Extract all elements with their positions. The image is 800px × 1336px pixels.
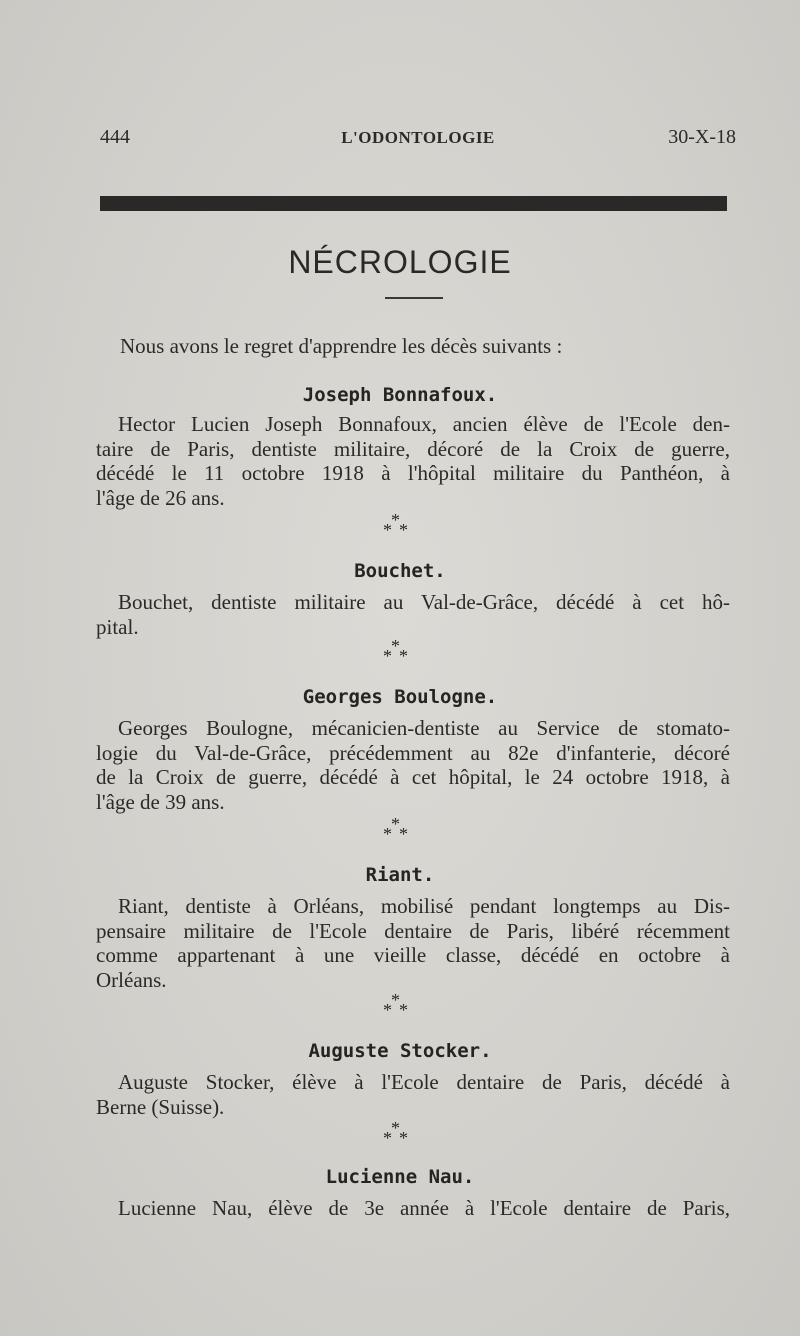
- text-line: Georges Boulogne, mécanicien-dentiste au Service de stomato-: [118, 716, 730, 740]
- entry-text-bonnafoux: [96, 412, 730, 510]
- entry-text-stocker: [96, 1070, 730, 1119]
- text-line: Orléans.: [96, 967, 167, 992]
- asterism-divider: * * *: [383, 636, 408, 666]
- text-line: Riant, dentiste à Orléans, mobilisé pendant longtemps au Dis-: [118, 894, 730, 918]
- text-line: taire de Paris, dentiste militaire, décoré de la Croix de guerre,: [96, 436, 730, 461]
- text-line: Berne (Suisse).: [96, 1094, 225, 1119]
- entry-heading-boulogne: Georges Boulogne.: [302, 686, 498, 708]
- entry-text-riant: [96, 894, 730, 992]
- title-underline: [385, 297, 443, 299]
- text-line: pensaire militaire de l'Ecole dentaire de Paris, libéré récemment: [96, 918, 730, 943]
- page-number: 444: [100, 126, 130, 148]
- entry-heading-bouchet: Bouchet.: [354, 560, 446, 582]
- intro-text: Nous avons le regret d'apprendre les décès suivants :: [120, 334, 563, 358]
- asterism-divider: * * *: [383, 1118, 408, 1148]
- text-line: décédé le 11 octobre 1918 à l'hôpital militaire du Panthéon, à: [96, 461, 730, 485]
- text-line: l'âge de 39 ans.: [96, 789, 225, 814]
- asterism-divider: * * *: [383, 990, 408, 1020]
- text-line: logie du Val-de-Grâce, précédemment au 82e d'infanterie, décoré: [96, 740, 730, 765]
- text-line: Bouchet, dentiste militaire au Val-de-Grâce, décédé à cet hô-: [118, 590, 730, 614]
- text-line: comme appartenant à une vieille classe, décédé en octobre à: [96, 943, 730, 967]
- entry-text-boulogne: [96, 716, 730, 814]
- journal-title: L'ODONTOLOGIE: [341, 128, 495, 147]
- text-line: Auguste Stocker, élève à l'Ecole dentaire de Paris, décédé à: [118, 1070, 730, 1094]
- text-line: pital.: [96, 614, 139, 639]
- section-title: NÉCROLOGIE: [288, 244, 512, 280]
- text-line: Lucienne Nau, élève de 3e année à l'Ecole dentaire de Paris,: [118, 1196, 730, 1220]
- heavy-rule: [100, 196, 727, 211]
- entry-heading-bonnafoux: Joseph Bonnafoux.: [302, 384, 498, 406]
- asterism-divider: * * *: [383, 814, 408, 844]
- text-line: Hector Lucien Joseph Bonnafoux, ancien élève de l'Ecole den-: [118, 412, 730, 436]
- text-line: de la Croix de guerre, décédé à cet hôpital, le 24 octobre 1918, à: [96, 765, 730, 789]
- text-line: l'âge de 26 ans.: [96, 485, 225, 510]
- entry-text-nau: [96, 1196, 730, 1221]
- entry-heading-nau: Lucienne Nau.: [325, 1166, 475, 1188]
- issue-date: 30-X-18: [668, 126, 736, 148]
- asterism-divider: * * *: [383, 510, 408, 540]
- entry-text-bouchet: [96, 590, 730, 639]
- entry-heading-riant: Riant.: [365, 864, 435, 886]
- running-header: [100, 126, 736, 152]
- entry-heading-stocker: Auguste Stocker.: [308, 1040, 492, 1062]
